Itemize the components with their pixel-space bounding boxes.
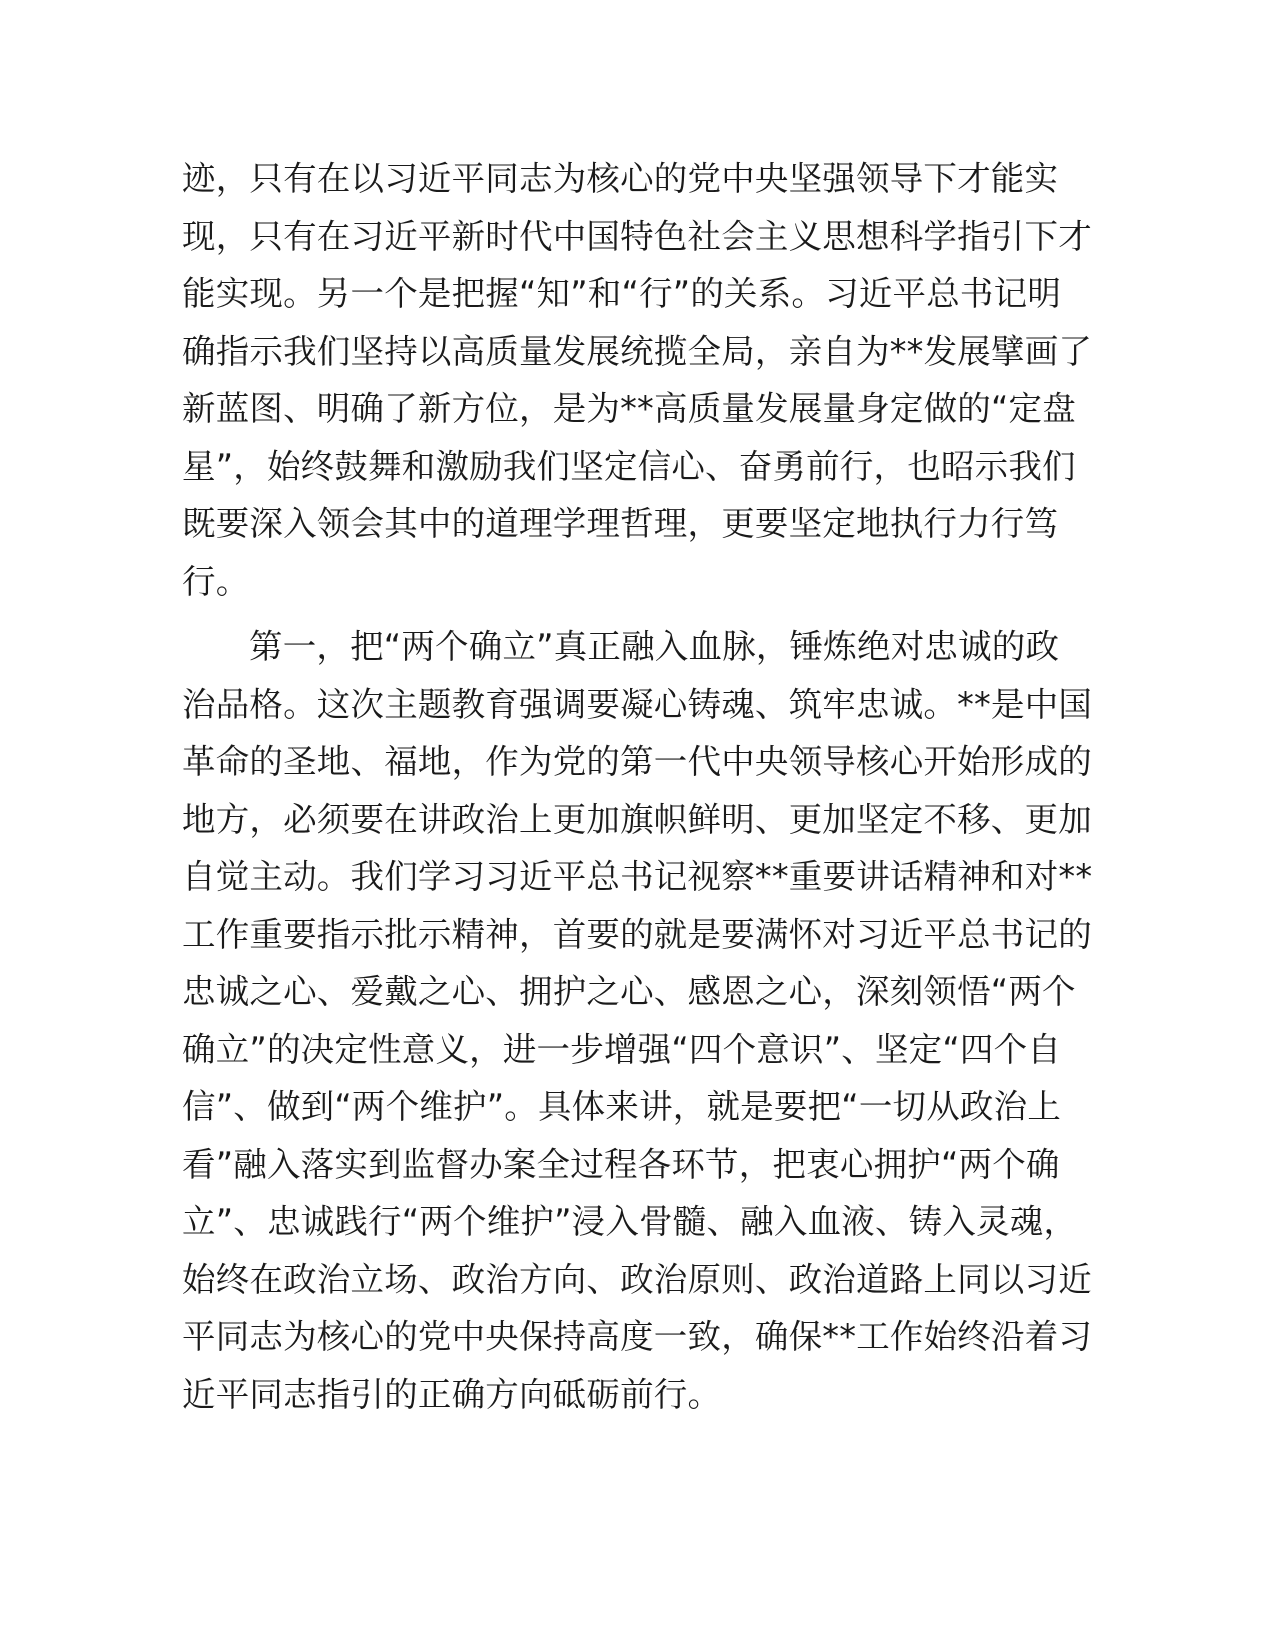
text-line: 行。 (182, 561, 250, 601)
text-line: 确立”的决定性意义，进一步增强“四个意识”、坚定“四个自 (182, 1029, 1062, 1069)
text-line: 自觉主动。我们学习习近平总书记视察**重要讲话精神和对** (182, 857, 1093, 896)
text-line: 迹，只有在以习近平同志为核心的党中央坚强领导下才能实 (182, 159, 1059, 198)
text-line: 新蓝图、明确了新方位，是为**高质量发展量身定做的“定盘 (182, 389, 1076, 428)
text-line: 第一，把“两个确立”真正融入血脉，锤炼绝对忠诚的政 (249, 627, 1060, 666)
text-line: 确指示我们坚持以高质量发展统揽全局，亲自为**发展擘画了 (182, 331, 1093, 371)
text-line: 近平同志指引的正确方向砥砺前行。 (182, 1374, 722, 1414)
text-line: 信”、做到“两个维护”。具体来讲，就是要把“一切从政治上 (182, 1087, 1062, 1126)
text-line: 革命的圣地、福地，作为党的第一代中央领导核心开始形成的 (182, 742, 1092, 781)
text-line: 平同志为核心的党中央保持高度一致，确保**工作始终沿着习 (182, 1317, 1093, 1356)
text-line: 星”，始终鼓舞和激励我们坚定信心、奋勇前行，也昭示我们 (182, 446, 1076, 486)
paragraph-1 (182, 150, 1093, 610)
paragraph-spacer (182, 610, 1087, 618)
text-line: 现，只有在习近平新时代中国特色社会主义思想科学指引下才 (182, 216, 1092, 256)
text-line: 立”、忠诚践行“两个维护”浸入骨髓、融入血液、铸入灵魂， (182, 1202, 1078, 1241)
text-line: 治品格。这次主题教育强调要凝心铸魂、筑牢忠诚。**是中国 (182, 684, 1093, 724)
text-line: 能实现。另一个是把握“知”和“行”的关系。习近平总书记明 (182, 274, 1062, 313)
text-line: 看”融入落实到监督办案全过程各环节，把衷心拥护“两个确 (182, 1144, 1060, 1184)
text-line: 既要深入领会其中的道理学理哲理，更要坚定地执行力行笃 (182, 504, 1059, 543)
text-line: 地方，必须要在讲政治上更加旗帜鲜明、更加坚定不移、更加 (182, 799, 1092, 839)
text-line: 工作重要指示批示精神，首要的就是要满怀对习近平总书记的 (182, 914, 1092, 954)
document-body (182, 150, 1093, 1423)
text-line: 始终在政治立场、政治方向、政治原则、政治道路上同以习近 (182, 1259, 1092, 1299)
text-line: 忠诚之心、爱戴之心、拥护之心、感恩之心，深刻领悟“两个 (182, 972, 1076, 1011)
paragraph-2 (182, 618, 1093, 1423)
